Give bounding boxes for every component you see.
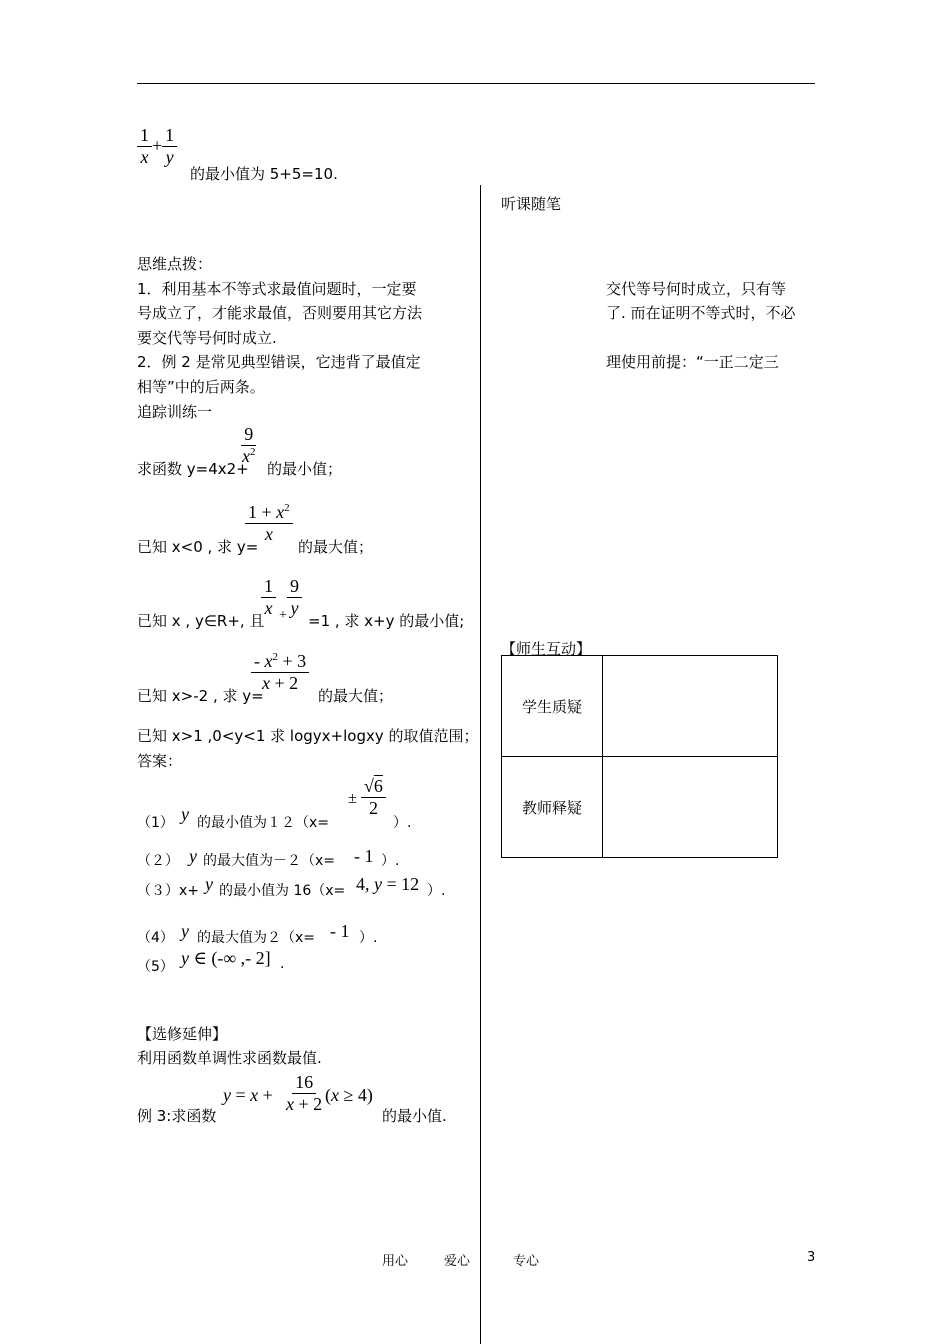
elective-heading: 【选修延伸】 — [137, 1025, 228, 1043]
elective-line-1: 利用函数单调性求函数最值. — [137, 1049, 322, 1067]
intro-text: 的最小值为 5+5=10. — [190, 165, 338, 183]
thinking-line-3: 要交代等号何时成立. — [137, 329, 277, 347]
a3-value: 4, y = 12 — [356, 874, 420, 894]
formula-1plusx2-over-x: $\frac{1 + x^2}{x}$ — [245, 502, 293, 544]
q2-prefix: 已知 x<0 , 求 y= — [137, 538, 259, 556]
ex3-prefix: 例 3:求函数 — [137, 1107, 217, 1125]
thinking-line-4: 2．例 2 是常见典型错误，它违背了最值定 — [137, 353, 421, 371]
ex3-condition: (x ≥ 4) — [325, 1085, 373, 1105]
q3-prefix: 已知 x , y∈R+, 且 — [137, 612, 265, 630]
thinking-line-2: 号成立了，才能求最值，否则要用其它方法 — [137, 304, 423, 322]
thinking-line-1: 1．利用基本不等式求最值问题时，一定要 — [137, 280, 417, 298]
a4-end: ）. — [359, 930, 378, 946]
plus-sign: + — [279, 608, 287, 623]
a4-mid: 的最大值为２（x= — [197, 930, 316, 946]
a4-prefix: （4） — [137, 930, 174, 946]
footer-word-2: 爱心 — [444, 1254, 471, 1269]
thinking-heading: 思维点拨： — [137, 255, 213, 273]
a1-prefix: （1） — [137, 815, 174, 831]
intro-line: $\frac{1}{x}$ + $\frac{1}{y}$ — [137, 125, 177, 167]
ex3-suffix: 的最小值. — [382, 1107, 447, 1125]
table-row — [502, 757, 778, 858]
q2-suffix: 的最大值； — [298, 538, 374, 556]
q3-suffix: =1 , 求 x+y 的最小值; — [308, 612, 465, 630]
formula-9-over-y: $\frac{9}{y}$ — [287, 576, 302, 618]
a1-y: y — [181, 804, 189, 824]
student-question-label: 学生质疑 — [502, 656, 603, 757]
q4-prefix: 已知 x>-2 , 求 y= — [137, 687, 264, 705]
table-row — [502, 656, 778, 757]
teacher-answer-label: 教师释疑 — [502, 757, 603, 858]
a4-value: - 1 — [330, 921, 350, 941]
a1-end: ）. — [393, 815, 412, 831]
teacher-answer-cell[interactable] — [603, 757, 778, 858]
a5-interval: y ∈ (-∞ ,- 2] — [181, 948, 271, 968]
formula-1-over-x-q3: $\frac{1}{x}$ — [261, 576, 276, 618]
footer-word-3: 专心 — [513, 1254, 540, 1269]
a5-end: . — [280, 956, 285, 972]
header-rule — [137, 83, 815, 84]
a3-y: y — [205, 874, 213, 894]
interaction-heading: 【师生互动】 — [501, 640, 592, 658]
right-note-3: 理使用前提：“一正二定三 — [606, 353, 779, 371]
thinking-line-5: 相等”中的后两条。 — [137, 378, 265, 396]
student-question-cell[interactable] — [603, 656, 778, 757]
column-divider — [480, 185, 481, 1344]
a3-end: ）. — [427, 883, 446, 899]
practice-heading: 追踪训练一 — [137, 403, 213, 421]
q4-suffix: 的最大值； — [318, 687, 394, 705]
page-number: 3 — [807, 1250, 816, 1265]
answers-heading: 答案： — [137, 752, 183, 770]
ex3-lhs: y = x + — [223, 1085, 273, 1105]
a2-prefix: （２） — [137, 853, 179, 869]
footer-word-1: 用心 — [382, 1254, 409, 1269]
a1-mid: 的最小值为１２（x= — [197, 815, 330, 831]
a2-mid: 的最大值为－２（x= — [203, 853, 336, 869]
interaction-table — [501, 655, 778, 858]
formula-16-over-xplus2: $\frac{16}{x + 2}$ — [286, 1072, 323, 1114]
formula-1-over-x: $\frac{1}{x}$ — [137, 125, 152, 167]
formula-1-over-y: $\frac{1}{y}$ — [162, 125, 177, 167]
notes-title: 听课随笔 — [501, 195, 562, 213]
formula-9-over-x2: $\frac{9}{x^2}$ — [242, 424, 256, 466]
a2-y: y — [189, 846, 197, 866]
practice-q5: 已知 x>1 ,0<y<1 求 logyx+logxy 的取值范围； — [137, 727, 479, 745]
a4-y: y — [181, 921, 189, 941]
right-note-1: 交代等号何时成立，只有等 — [606, 280, 787, 298]
a3-prefix: （３）x+ — [137, 883, 200, 899]
a2-value: - 1 — [354, 846, 374, 866]
formula-sqrt6-over-2: $\frac{√6}{2}$ — [361, 776, 386, 818]
q1-suffix: 的最小值； — [267, 460, 343, 478]
formula-negx2plus3-over-xplus2: $\frac{- x^2 + 3}{x + 2}$ — [251, 651, 309, 693]
a2-end: ）. — [381, 853, 400, 869]
right-note-2: 了. 而在证明不等式时，不必 — [606, 304, 796, 322]
pm-sign: ± — [348, 790, 357, 807]
a5-prefix: （5） — [137, 959, 174, 975]
a3-mid: 的最小值为 16（x= — [219, 883, 346, 899]
q1-prefix: 求函数 y=4x2+ — [137, 460, 249, 478]
